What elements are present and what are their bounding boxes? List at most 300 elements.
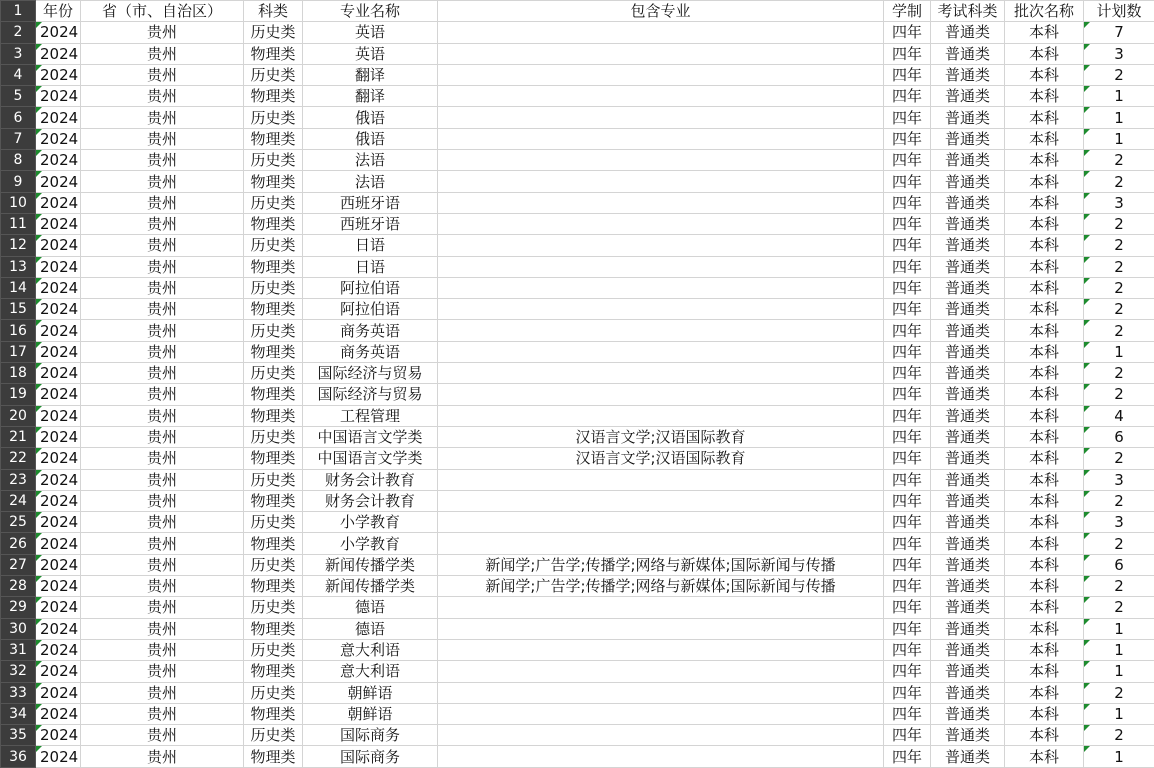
cell-plan[interactable]: 4 bbox=[1084, 405, 1154, 426]
cell-included[interactable] bbox=[438, 490, 884, 511]
cell-batch[interactable]: 本科 bbox=[1005, 341, 1084, 362]
row-number[interactable]: 23 bbox=[1, 469, 36, 490]
cell-duration[interactable]: 四年 bbox=[884, 703, 931, 724]
cell-major[interactable]: 朝鲜语 bbox=[303, 682, 438, 703]
cell-year[interactable]: 2024 bbox=[36, 405, 81, 426]
cell-province[interactable]: 贵州 bbox=[81, 618, 244, 639]
cell-province[interactable]: 贵州 bbox=[81, 682, 244, 703]
cell-duration[interactable]: 四年 bbox=[884, 341, 931, 362]
cell-exam-type[interactable]: 普通类 bbox=[931, 213, 1005, 234]
cell-major[interactable]: 意大利语 bbox=[303, 661, 438, 682]
cell-batch[interactable]: 本科 bbox=[1005, 213, 1084, 234]
cell-category[interactable]: 物理类 bbox=[244, 448, 303, 469]
cell-province[interactable]: 贵州 bbox=[81, 107, 244, 128]
row-number[interactable]: 31 bbox=[1, 639, 36, 660]
cell-plan[interactable]: 6 bbox=[1084, 554, 1154, 575]
cell-province[interactable]: 贵州 bbox=[81, 341, 244, 362]
cell-exam-type[interactable]: 普通类 bbox=[931, 469, 1005, 490]
cell-year[interactable]: 2024 bbox=[36, 277, 81, 298]
cell-major[interactable]: 国际商务 bbox=[303, 746, 438, 767]
cell-exam-type[interactable]: 普通类 bbox=[931, 277, 1005, 298]
row-number[interactable]: 3 bbox=[1, 43, 36, 64]
cell-major[interactable]: 小学教育 bbox=[303, 512, 438, 533]
header-cell-duration[interactable]: 学制 bbox=[884, 1, 931, 22]
cell-major[interactable]: 阿拉伯语 bbox=[303, 277, 438, 298]
cell-major[interactable]: 小学教育 bbox=[303, 533, 438, 554]
cell-province[interactable]: 贵州 bbox=[81, 576, 244, 597]
cell-included[interactable] bbox=[438, 320, 884, 341]
cell-plan[interactable]: 2 bbox=[1084, 320, 1154, 341]
cell-plan[interactable]: 3 bbox=[1084, 43, 1154, 64]
header-cell-plan[interactable]: 计划数 bbox=[1084, 1, 1154, 22]
cell-included[interactable] bbox=[438, 22, 884, 43]
cell-exam-type[interactable]: 普通类 bbox=[931, 554, 1005, 575]
cell-duration[interactable]: 四年 bbox=[884, 43, 931, 64]
cell-province[interactable]: 贵州 bbox=[81, 384, 244, 405]
row-number[interactable]: 10 bbox=[1, 192, 36, 213]
cell-duration[interactable]: 四年 bbox=[884, 22, 931, 43]
cell-batch[interactable]: 本科 bbox=[1005, 448, 1084, 469]
cell-batch[interactable]: 本科 bbox=[1005, 128, 1084, 149]
cell-category[interactable]: 历史类 bbox=[244, 192, 303, 213]
cell-batch[interactable]: 本科 bbox=[1005, 490, 1084, 511]
cell-year[interactable]: 2024 bbox=[36, 128, 81, 149]
row-number[interactable]: 8 bbox=[1, 150, 36, 171]
cell-exam-type[interactable]: 普通类 bbox=[931, 512, 1005, 533]
cell-batch[interactable]: 本科 bbox=[1005, 235, 1084, 256]
row-number[interactable]: 5 bbox=[1, 86, 36, 107]
cell-province[interactable]: 贵州 bbox=[81, 43, 244, 64]
cell-major[interactable]: 商务英语 bbox=[303, 320, 438, 341]
cell-province[interactable]: 贵州 bbox=[81, 512, 244, 533]
cell-included[interactable] bbox=[438, 171, 884, 192]
cell-plan[interactable]: 2 bbox=[1084, 597, 1154, 618]
cell-included[interactable] bbox=[438, 725, 884, 746]
cell-category[interactable]: 物理类 bbox=[244, 128, 303, 149]
cell-included[interactable] bbox=[438, 150, 884, 171]
row-number[interactable]: 17 bbox=[1, 341, 36, 362]
cell-province[interactable]: 贵州 bbox=[81, 128, 244, 149]
cell-major[interactable]: 德语 bbox=[303, 618, 438, 639]
cell-exam-type[interactable]: 普通类 bbox=[931, 682, 1005, 703]
cell-category[interactable]: 物理类 bbox=[244, 405, 303, 426]
cell-year[interactable]: 2024 bbox=[36, 384, 81, 405]
cell-category[interactable]: 历史类 bbox=[244, 725, 303, 746]
cell-plan[interactable]: 2 bbox=[1084, 235, 1154, 256]
cell-category[interactable]: 物理类 bbox=[244, 533, 303, 554]
cell-major[interactable]: 意大利语 bbox=[303, 639, 438, 660]
header-cell-batch[interactable]: 批次名称 bbox=[1005, 1, 1084, 22]
cell-year[interactable]: 2024 bbox=[36, 299, 81, 320]
row-number[interactable]: 14 bbox=[1, 277, 36, 298]
cell-included[interactable] bbox=[438, 213, 884, 234]
cell-included[interactable] bbox=[438, 682, 884, 703]
cell-plan[interactable]: 2 bbox=[1084, 277, 1154, 298]
cell-major[interactable]: 国际经济与贸易 bbox=[303, 363, 438, 384]
cell-category[interactable]: 历史类 bbox=[244, 107, 303, 128]
cell-year[interactable]: 2024 bbox=[36, 639, 81, 660]
cell-major[interactable]: 英语 bbox=[303, 22, 438, 43]
cell-major[interactable]: 法语 bbox=[303, 171, 438, 192]
cell-exam-type[interactable]: 普通类 bbox=[931, 639, 1005, 660]
cell-batch[interactable]: 本科 bbox=[1005, 512, 1084, 533]
cell-duration[interactable]: 四年 bbox=[884, 490, 931, 511]
row-number[interactable]: 11 bbox=[1, 213, 36, 234]
cell-plan[interactable]: 3 bbox=[1084, 512, 1154, 533]
cell-included[interactable] bbox=[438, 235, 884, 256]
cell-batch[interactable]: 本科 bbox=[1005, 469, 1084, 490]
cell-year[interactable]: 2024 bbox=[36, 192, 81, 213]
cell-province[interactable]: 贵州 bbox=[81, 661, 244, 682]
row-number[interactable]: 30 bbox=[1, 618, 36, 639]
cell-duration[interactable]: 四年 bbox=[884, 405, 931, 426]
row-number[interactable]: 21 bbox=[1, 426, 36, 447]
row-number[interactable]: 25 bbox=[1, 512, 36, 533]
row-number[interactable]: 29 bbox=[1, 597, 36, 618]
cell-included[interactable] bbox=[438, 128, 884, 149]
cell-major[interactable]: 国际经济与贸易 bbox=[303, 384, 438, 405]
cell-province[interactable]: 贵州 bbox=[81, 490, 244, 511]
cell-year[interactable]: 2024 bbox=[36, 618, 81, 639]
cell-year[interactable]: 2024 bbox=[36, 43, 81, 64]
cell-major[interactable]: 翻译 bbox=[303, 64, 438, 85]
header-cell-province[interactable]: 省（市、自治区） bbox=[81, 1, 244, 22]
cell-batch[interactable]: 本科 bbox=[1005, 405, 1084, 426]
cell-province[interactable]: 贵州 bbox=[81, 469, 244, 490]
row-number[interactable]: 13 bbox=[1, 256, 36, 277]
cell-included[interactable]: 新闻学;广告学;传播学;网络与新媒体;国际新闻与传播 bbox=[438, 554, 884, 575]
cell-category[interactable]: 历史类 bbox=[244, 554, 303, 575]
cell-plan[interactable]: 2 bbox=[1084, 256, 1154, 277]
cell-major[interactable]: 英语 bbox=[303, 43, 438, 64]
cell-province[interactable]: 贵州 bbox=[81, 426, 244, 447]
cell-plan[interactable]: 1 bbox=[1084, 703, 1154, 724]
cell-batch[interactable]: 本科 bbox=[1005, 320, 1084, 341]
row-number[interactable]: 34 bbox=[1, 703, 36, 724]
cell-plan[interactable]: 1 bbox=[1084, 128, 1154, 149]
cell-major[interactable]: 俄语 bbox=[303, 107, 438, 128]
cell-year[interactable]: 2024 bbox=[36, 469, 81, 490]
cell-batch[interactable]: 本科 bbox=[1005, 43, 1084, 64]
cell-year[interactable]: 2024 bbox=[36, 576, 81, 597]
cell-exam-type[interactable]: 普通类 bbox=[931, 107, 1005, 128]
cell-batch[interactable]: 本科 bbox=[1005, 554, 1084, 575]
cell-province[interactable]: 贵州 bbox=[81, 299, 244, 320]
cell-batch[interactable]: 本科 bbox=[1005, 171, 1084, 192]
cell-year[interactable]: 2024 bbox=[36, 256, 81, 277]
cell-category[interactable]: 物理类 bbox=[244, 213, 303, 234]
cell-duration[interactable]: 四年 bbox=[884, 384, 931, 405]
cell-year[interactable]: 2024 bbox=[36, 703, 81, 724]
cell-category[interactable]: 历史类 bbox=[244, 426, 303, 447]
cell-year[interactable]: 2024 bbox=[36, 341, 81, 362]
cell-duration[interactable]: 四年 bbox=[884, 554, 931, 575]
cell-plan[interactable]: 1 bbox=[1084, 661, 1154, 682]
cell-duration[interactable]: 四年 bbox=[884, 725, 931, 746]
cell-province[interactable]: 贵州 bbox=[81, 171, 244, 192]
cell-major[interactable]: 法语 bbox=[303, 150, 438, 171]
cell-duration[interactable]: 四年 bbox=[884, 235, 931, 256]
cell-included[interactable] bbox=[438, 86, 884, 107]
cell-plan[interactable]: 1 bbox=[1084, 639, 1154, 660]
cell-category[interactable]: 物理类 bbox=[244, 576, 303, 597]
cell-plan[interactable]: 2 bbox=[1084, 533, 1154, 554]
cell-duration[interactable]: 四年 bbox=[884, 639, 931, 660]
cell-plan[interactable]: 2 bbox=[1084, 363, 1154, 384]
row-number[interactable]: 2 bbox=[1, 22, 36, 43]
cell-exam-type[interactable]: 普通类 bbox=[931, 235, 1005, 256]
header-cell-category[interactable]: 科类 bbox=[244, 1, 303, 22]
cell-duration[interactable]: 四年 bbox=[884, 86, 931, 107]
cell-duration[interactable]: 四年 bbox=[884, 107, 931, 128]
cell-exam-type[interactable]: 普通类 bbox=[931, 363, 1005, 384]
header-cell-major[interactable]: 专业名称 bbox=[303, 1, 438, 22]
cell-exam-type[interactable]: 普通类 bbox=[931, 299, 1005, 320]
cell-category[interactable]: 历史类 bbox=[244, 639, 303, 660]
row-number[interactable]: 28 bbox=[1, 576, 36, 597]
cell-batch[interactable]: 本科 bbox=[1005, 86, 1084, 107]
cell-major[interactable]: 西班牙语 bbox=[303, 213, 438, 234]
cell-exam-type[interactable]: 普通类 bbox=[931, 171, 1005, 192]
cell-year[interactable]: 2024 bbox=[36, 235, 81, 256]
cell-plan[interactable]: 1 bbox=[1084, 86, 1154, 107]
cell-duration[interactable]: 四年 bbox=[884, 533, 931, 554]
cell-exam-type[interactable]: 普通类 bbox=[931, 256, 1005, 277]
cell-year[interactable]: 2024 bbox=[36, 512, 81, 533]
row-number[interactable]: 18 bbox=[1, 363, 36, 384]
header-cell-included[interactable]: 包含专业 bbox=[438, 1, 884, 22]
cell-included[interactable] bbox=[438, 469, 884, 490]
row-number[interactable]: 6 bbox=[1, 107, 36, 128]
cell-category[interactable]: 历史类 bbox=[244, 363, 303, 384]
cell-plan[interactable]: 2 bbox=[1084, 384, 1154, 405]
cell-batch[interactable]: 本科 bbox=[1005, 277, 1084, 298]
cell-category[interactable]: 历史类 bbox=[244, 150, 303, 171]
cell-included[interactable]: 汉语言文学;汉语国际教育 bbox=[438, 448, 884, 469]
row-number[interactable]: 4 bbox=[1, 64, 36, 85]
cell-major[interactable]: 日语 bbox=[303, 235, 438, 256]
cell-province[interactable]: 贵州 bbox=[81, 150, 244, 171]
cell-year[interactable]: 2024 bbox=[36, 22, 81, 43]
row-number[interactable]: 32 bbox=[1, 661, 36, 682]
cell-included[interactable]: 汉语言文学;汉语国际教育 bbox=[438, 426, 884, 447]
row-number[interactable]: 36 bbox=[1, 746, 36, 767]
cell-duration[interactable]: 四年 bbox=[884, 512, 931, 533]
cell-duration[interactable]: 四年 bbox=[884, 256, 931, 277]
cell-batch[interactable]: 本科 bbox=[1005, 299, 1084, 320]
cell-batch[interactable]: 本科 bbox=[1005, 639, 1084, 660]
cell-batch[interactable]: 本科 bbox=[1005, 256, 1084, 277]
row-number[interactable]: 20 bbox=[1, 405, 36, 426]
cell-duration[interactable]: 四年 bbox=[884, 277, 931, 298]
cell-exam-type[interactable]: 普通类 bbox=[931, 192, 1005, 213]
cell-category[interactable]: 物理类 bbox=[244, 618, 303, 639]
cell-plan[interactable]: 1 bbox=[1084, 341, 1154, 362]
cell-province[interactable]: 贵州 bbox=[81, 192, 244, 213]
cell-major[interactable]: 翻译 bbox=[303, 86, 438, 107]
row-number[interactable]: 15 bbox=[1, 299, 36, 320]
cell-province[interactable]: 贵州 bbox=[81, 597, 244, 618]
cell-batch[interactable]: 本科 bbox=[1005, 150, 1084, 171]
cell-major[interactable]: 商务英语 bbox=[303, 341, 438, 362]
cell-year[interactable]: 2024 bbox=[36, 746, 81, 767]
cell-duration[interactable]: 四年 bbox=[884, 320, 931, 341]
cell-province[interactable]: 贵州 bbox=[81, 235, 244, 256]
cell-duration[interactable]: 四年 bbox=[884, 576, 931, 597]
cell-plan[interactable]: 1 bbox=[1084, 746, 1154, 767]
cell-duration[interactable]: 四年 bbox=[884, 213, 931, 234]
cell-batch[interactable]: 本科 bbox=[1005, 107, 1084, 128]
cell-province[interactable]: 贵州 bbox=[81, 256, 244, 277]
cell-major[interactable]: 财务会计教育 bbox=[303, 469, 438, 490]
cell-major[interactable]: 中国语言文学类 bbox=[303, 448, 438, 469]
cell-category[interactable]: 物理类 bbox=[244, 171, 303, 192]
cell-plan[interactable]: 2 bbox=[1084, 682, 1154, 703]
cell-exam-type[interactable]: 普通类 bbox=[931, 490, 1005, 511]
cell-batch[interactable]: 本科 bbox=[1005, 64, 1084, 85]
cell-exam-type[interactable]: 普通类 bbox=[931, 618, 1005, 639]
cell-exam-type[interactable]: 普通类 bbox=[931, 320, 1005, 341]
cell-year[interactable]: 2024 bbox=[36, 213, 81, 234]
cell-batch[interactable]: 本科 bbox=[1005, 703, 1084, 724]
cell-included[interactable] bbox=[438, 533, 884, 554]
cell-exam-type[interactable]: 普通类 bbox=[931, 128, 1005, 149]
cell-category[interactable]: 历史类 bbox=[244, 22, 303, 43]
cell-major[interactable]: 新闻传播学类 bbox=[303, 554, 438, 575]
cell-exam-type[interactable]: 普通类 bbox=[931, 533, 1005, 554]
cell-batch[interactable]: 本科 bbox=[1005, 682, 1084, 703]
cell-duration[interactable]: 四年 bbox=[884, 192, 931, 213]
cell-province[interactable]: 贵州 bbox=[81, 86, 244, 107]
cell-category[interactable]: 物理类 bbox=[244, 341, 303, 362]
cell-included[interactable] bbox=[438, 512, 884, 533]
row-number[interactable]: 26 bbox=[1, 533, 36, 554]
cell-batch[interactable]: 本科 bbox=[1005, 597, 1084, 618]
cell-batch[interactable]: 本科 bbox=[1005, 533, 1084, 554]
cell-plan[interactable]: 2 bbox=[1084, 150, 1154, 171]
cell-category[interactable]: 历史类 bbox=[244, 512, 303, 533]
cell-exam-type[interactable]: 普通类 bbox=[931, 426, 1005, 447]
cell-year[interactable]: 2024 bbox=[36, 86, 81, 107]
cell-province[interactable]: 贵州 bbox=[81, 448, 244, 469]
cell-included[interactable] bbox=[438, 107, 884, 128]
cell-province[interactable]: 贵州 bbox=[81, 554, 244, 575]
cell-year[interactable]: 2024 bbox=[36, 426, 81, 447]
cell-duration[interactable]: 四年 bbox=[884, 64, 931, 85]
cell-included[interactable]: 新闻学;广告学;传播学;网络与新媒体;国际新闻与传播 bbox=[438, 576, 884, 597]
cell-plan[interactable]: 2 bbox=[1084, 490, 1154, 511]
cell-year[interactable]: 2024 bbox=[36, 725, 81, 746]
header-cell-exam-type[interactable]: 考试科类 bbox=[931, 1, 1005, 22]
cell-included[interactable] bbox=[438, 43, 884, 64]
cell-batch[interactable]: 本科 bbox=[1005, 746, 1084, 767]
cell-major[interactable]: 西班牙语 bbox=[303, 192, 438, 213]
cell-province[interactable]: 贵州 bbox=[81, 725, 244, 746]
cell-category[interactable]: 历史类 bbox=[244, 320, 303, 341]
cell-duration[interactable]: 四年 bbox=[884, 746, 931, 767]
cell-year[interactable]: 2024 bbox=[36, 64, 81, 85]
row-number[interactable]: 24 bbox=[1, 490, 36, 511]
cell-category[interactable]: 历史类 bbox=[244, 64, 303, 85]
cell-exam-type[interactable]: 普通类 bbox=[931, 341, 1005, 362]
cell-province[interactable]: 贵州 bbox=[81, 213, 244, 234]
row-number[interactable]: 12 bbox=[1, 235, 36, 256]
cell-category[interactable]: 历史类 bbox=[244, 277, 303, 298]
cell-duration[interactable]: 四年 bbox=[884, 682, 931, 703]
cell-province[interactable]: 贵州 bbox=[81, 277, 244, 298]
cell-plan[interactable]: 7 bbox=[1084, 22, 1154, 43]
cell-category[interactable]: 历史类 bbox=[244, 469, 303, 490]
cell-included[interactable] bbox=[438, 618, 884, 639]
cell-included[interactable] bbox=[438, 363, 884, 384]
cell-exam-type[interactable]: 普通类 bbox=[931, 22, 1005, 43]
cell-plan[interactable]: 2 bbox=[1084, 171, 1154, 192]
cell-year[interactable]: 2024 bbox=[36, 107, 81, 128]
cell-duration[interactable]: 四年 bbox=[884, 448, 931, 469]
cell-plan[interactable]: 3 bbox=[1084, 469, 1154, 490]
cell-duration[interactable]: 四年 bbox=[884, 171, 931, 192]
cell-year[interactable]: 2024 bbox=[36, 490, 81, 511]
cell-category[interactable]: 物理类 bbox=[244, 43, 303, 64]
cell-exam-type[interactable]: 普通类 bbox=[931, 405, 1005, 426]
cell-category[interactable]: 物理类 bbox=[244, 661, 303, 682]
cell-included[interactable] bbox=[438, 384, 884, 405]
cell-plan[interactable]: 3 bbox=[1084, 192, 1154, 213]
cell-category[interactable]: 物理类 bbox=[244, 86, 303, 107]
cell-major[interactable]: 俄语 bbox=[303, 128, 438, 149]
cell-batch[interactable]: 本科 bbox=[1005, 576, 1084, 597]
cell-included[interactable] bbox=[438, 277, 884, 298]
cell-plan[interactable]: 1 bbox=[1084, 107, 1154, 128]
row-number[interactable]: 35 bbox=[1, 725, 36, 746]
row-number[interactable]: 33 bbox=[1, 682, 36, 703]
cell-duration[interactable]: 四年 bbox=[884, 426, 931, 447]
cell-category[interactable]: 物理类 bbox=[244, 703, 303, 724]
cell-exam-type[interactable]: 普通类 bbox=[931, 43, 1005, 64]
cell-included[interactable] bbox=[438, 192, 884, 213]
cell-batch[interactable]: 本科 bbox=[1005, 725, 1084, 746]
cell-major[interactable]: 朝鲜语 bbox=[303, 703, 438, 724]
cell-exam-type[interactable]: 普通类 bbox=[931, 384, 1005, 405]
row-number[interactable]: 16 bbox=[1, 320, 36, 341]
cell-plan[interactable]: 2 bbox=[1084, 448, 1154, 469]
cell-exam-type[interactable]: 普通类 bbox=[931, 64, 1005, 85]
cell-category[interactable]: 历史类 bbox=[244, 597, 303, 618]
cell-category[interactable]: 历史类 bbox=[244, 235, 303, 256]
cell-included[interactable] bbox=[438, 597, 884, 618]
row-number[interactable]: 7 bbox=[1, 128, 36, 149]
cell-major[interactable]: 德语 bbox=[303, 597, 438, 618]
row-number[interactable]: 27 bbox=[1, 554, 36, 575]
row-number[interactable]: 19 bbox=[1, 384, 36, 405]
cell-province[interactable]: 贵州 bbox=[81, 405, 244, 426]
cell-category[interactable]: 物理类 bbox=[244, 490, 303, 511]
cell-province[interactable]: 贵州 bbox=[81, 22, 244, 43]
cell-included[interactable] bbox=[438, 639, 884, 660]
cell-year[interactable]: 2024 bbox=[36, 150, 81, 171]
cell-province[interactable]: 贵州 bbox=[81, 320, 244, 341]
cell-exam-type[interactable]: 普通类 bbox=[931, 576, 1005, 597]
cell-included[interactable] bbox=[438, 703, 884, 724]
cell-year[interactable]: 2024 bbox=[36, 533, 81, 554]
cell-province[interactable]: 贵州 bbox=[81, 363, 244, 384]
cell-exam-type[interactable]: 普通类 bbox=[931, 150, 1005, 171]
cell-major[interactable]: 中国语言文学类 bbox=[303, 426, 438, 447]
cell-major[interactable]: 财务会计教育 bbox=[303, 490, 438, 511]
cell-batch[interactable]: 本科 bbox=[1005, 384, 1084, 405]
cell-batch[interactable]: 本科 bbox=[1005, 192, 1084, 213]
row-number[interactable]: 9 bbox=[1, 171, 36, 192]
